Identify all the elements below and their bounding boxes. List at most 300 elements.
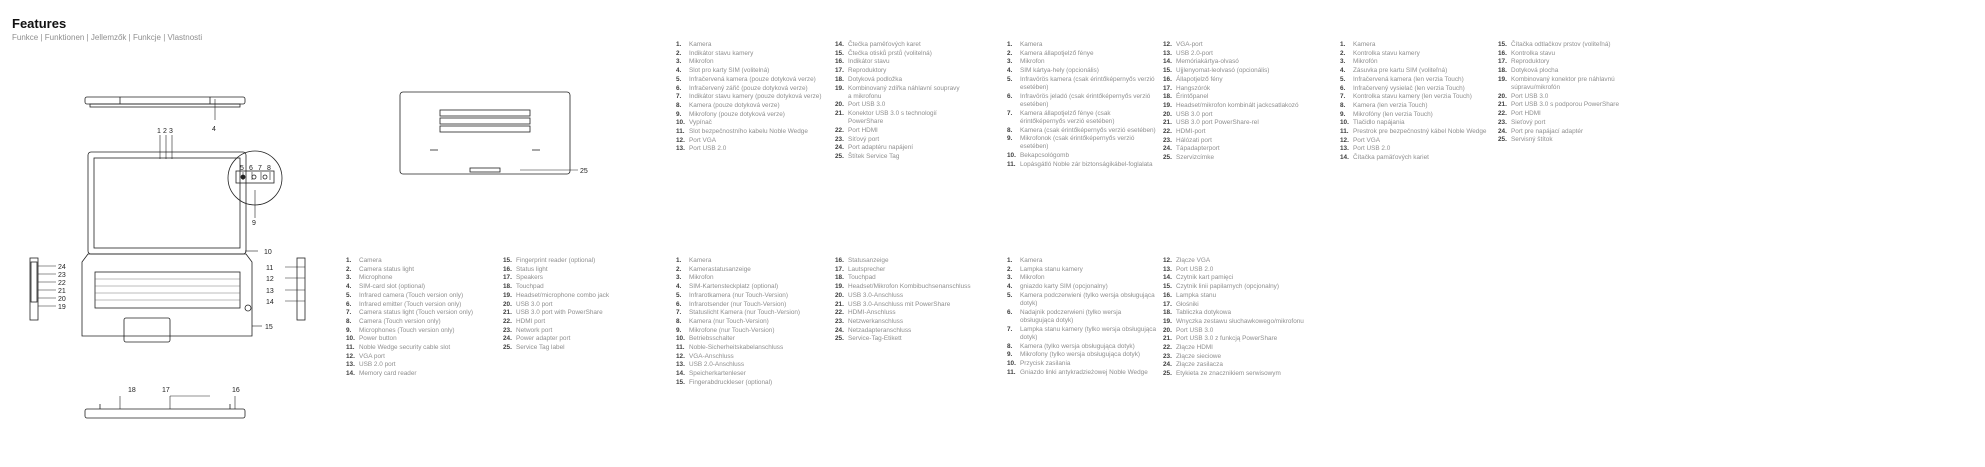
legend-item xyxy=(503,292,651,300)
legend-column-pl-1 xyxy=(1007,257,1157,377)
legend-item-text: Złącze zasilacza xyxy=(1176,361,1223,369)
legend-item xyxy=(676,379,828,387)
legend-column-en-1 xyxy=(346,257,498,379)
legend-item xyxy=(1163,128,1303,136)
legend-item-text: HDMI-Anschluss xyxy=(848,309,896,317)
legend-item xyxy=(1163,50,1303,58)
legend-item-number: 5. xyxy=(1007,75,1013,83)
legend-item-text: Bekapcsológomb xyxy=(1020,152,1070,160)
legend-item-number: 20. xyxy=(1498,92,1507,100)
callout-6: 6 xyxy=(249,165,253,172)
legend-item xyxy=(1007,257,1157,265)
legend-item xyxy=(1163,102,1303,110)
legend-item-text: Prestrok pre bezpečnostný kábel Noble Wedge xyxy=(1353,128,1487,136)
legend-item-number: 7. xyxy=(1340,93,1346,101)
legend-item-number: 11. xyxy=(676,344,685,352)
legend-item xyxy=(1007,58,1157,66)
legend-item-text: Headset/microphone combo jack xyxy=(516,291,610,299)
legend-item-number: 11. xyxy=(1340,128,1349,136)
legend-item xyxy=(676,50,828,58)
legend-item-text: Čítačka pamäťových kariet xyxy=(1353,154,1429,162)
legend-item-text: gniazdo karty SIM (opcjonalny) xyxy=(1020,283,1108,291)
legend-item-text: Nadajnik podczerwieni (tylko wersja obsługująca dotyk) xyxy=(1020,308,1122,324)
laptop-left-side-illustration xyxy=(30,258,38,320)
legend-item-number: 7. xyxy=(1007,109,1013,117)
legend-item-number: 3. xyxy=(1007,274,1013,282)
legend-item-number: 21. xyxy=(1163,119,1172,127)
legend-item-number: 18. xyxy=(835,75,844,83)
legend-item xyxy=(1007,326,1157,342)
legend-item-number: 8. xyxy=(676,101,682,109)
legend-item xyxy=(1163,318,1308,326)
legend-item xyxy=(1007,127,1157,135)
legend-item xyxy=(1163,370,1308,378)
legend-item-text: Zásuvka pre kartu SIM (voliteľná) xyxy=(1353,67,1448,75)
legend-item-number: 17. xyxy=(835,265,844,273)
legend-item xyxy=(835,76,960,84)
legend-item-text: USB 2.0 port xyxy=(359,361,396,369)
legend-item-number: 6. xyxy=(1007,308,1013,316)
legend-item-text: Kamera xyxy=(689,41,712,48)
legend-item-number: 9. xyxy=(676,326,682,334)
legend-item-text: Microphones (Touch version only) xyxy=(359,326,455,334)
legend-item-number: 5. xyxy=(1340,75,1346,83)
legend-item xyxy=(1007,283,1157,291)
legend-item xyxy=(835,85,960,101)
legend-item-number: 14. xyxy=(1163,274,1172,282)
legend-item xyxy=(1163,41,1303,49)
legend-item xyxy=(1163,283,1308,291)
legend-item-text: Mikrofony (pouze dotyková verze) xyxy=(689,110,785,118)
legend-item-text: Kamera (len verzia Touch) xyxy=(1353,101,1428,109)
legend-item-number: 5. xyxy=(676,291,682,299)
legend-item-number: 17. xyxy=(1498,58,1507,66)
legend-item-number: 23. xyxy=(1163,352,1172,360)
legend-item xyxy=(1163,67,1303,75)
legend-item-number: 22. xyxy=(503,317,512,325)
legend-item xyxy=(346,361,498,369)
legend-item-number: 5. xyxy=(346,291,352,299)
legend-item-text: Złącze VGA xyxy=(1176,257,1211,264)
legend-item xyxy=(676,76,828,84)
callout-3: 3 xyxy=(169,128,173,135)
legend-item-number: 24. xyxy=(1163,361,1172,369)
legend-item-number: 3. xyxy=(1007,58,1013,66)
legend-item xyxy=(1340,145,1488,153)
legend-item xyxy=(676,93,828,101)
legend-item-text: Service Tag label xyxy=(516,344,565,352)
legend-item-number: 10. xyxy=(1340,119,1349,127)
legend-item-text: Mikrofon xyxy=(689,58,714,66)
legend-item xyxy=(835,292,985,300)
legend-item-text: Camera (Touch version only) xyxy=(359,317,441,325)
legend-item-text: Port USB 3.0 xyxy=(1511,92,1549,100)
callout-8: 8 xyxy=(267,165,271,172)
legend-item-number: 1. xyxy=(676,41,682,48)
callout-19: 19 xyxy=(58,304,66,311)
legend-item xyxy=(1340,67,1488,75)
legend-item xyxy=(1498,110,1648,118)
legend-item-text: Dotyková plocha xyxy=(1511,67,1559,75)
legend-item-number: 5. xyxy=(676,75,682,83)
laptop-front-edge-illustration xyxy=(85,404,245,418)
legend-item-number: 18. xyxy=(1163,93,1172,101)
callout-12: 12 xyxy=(266,276,274,283)
legend-item-number: 11. xyxy=(1007,160,1016,168)
legend-item-number: 2. xyxy=(1340,49,1346,57)
legend-item xyxy=(1340,50,1488,58)
legend-item xyxy=(346,327,498,335)
legend-item xyxy=(676,318,828,326)
legend-item-number: 25. xyxy=(1498,136,1507,144)
legend-item-text: Port USB 3.0 xyxy=(848,101,886,109)
legend-item-number: 21. xyxy=(503,309,512,317)
laptop-back-view-illustration xyxy=(85,97,245,107)
legend-item-number: 2. xyxy=(676,265,682,273)
keyboard-grid xyxy=(95,279,240,300)
legend-item-text: Dotyková podložka xyxy=(848,75,902,83)
legend-item-number: 12. xyxy=(676,352,685,360)
legend-item xyxy=(346,353,498,361)
legend-item xyxy=(835,309,985,317)
legend-column-hu-2 xyxy=(1163,41,1303,163)
legend-item-number: 17. xyxy=(835,67,844,75)
legend-item xyxy=(1340,111,1488,119)
legend-item-text: Mikrofone (nur Touch-Version) xyxy=(689,326,775,334)
legend-item-number: 18. xyxy=(1498,67,1507,75)
legend-item-text: Infrarotkamera (nur Touch-Version) xyxy=(689,291,788,299)
legend-item-number: 4. xyxy=(676,283,682,291)
callout-9: 9 xyxy=(252,220,256,227)
legend-item-number: 12. xyxy=(346,352,355,360)
legend-item-text: Headset/Mikrofon Kombibuchsenanschluss xyxy=(848,283,971,291)
legend-item-number: 16. xyxy=(835,58,844,66)
legend-item-number: 8. xyxy=(346,317,352,325)
legend-item xyxy=(1007,309,1157,325)
callout-2: 2 xyxy=(163,128,167,135)
legend-item-number: 7. xyxy=(676,309,682,317)
legend-item-number: 21. xyxy=(1163,335,1172,343)
legend-item xyxy=(1340,154,1488,162)
legend-item xyxy=(676,335,828,343)
legend-item-text: Infrarotsender (nur Touch-Version) xyxy=(689,300,787,308)
legend-item-text: Noble-Sicherheitskabelanschluss xyxy=(689,344,784,352)
legend-item xyxy=(1007,41,1157,49)
legend-item xyxy=(503,335,651,343)
legend-item-text: Power button xyxy=(359,335,397,343)
legend-item xyxy=(1163,327,1308,335)
legend-item-text: Kamera xyxy=(1020,41,1043,48)
legend-item-number: 22. xyxy=(835,309,844,317)
legend-item-text: Infračervený zářič (pouze dotyková verze) xyxy=(689,84,808,92)
legend-item-text: Lautsprecher xyxy=(848,265,886,273)
legend-item-number: 20. xyxy=(503,300,512,308)
legend-item xyxy=(1163,292,1308,300)
legend-item-text: Port HDMI xyxy=(1511,110,1541,118)
legend-item-text: Port VGA xyxy=(689,136,716,144)
legend-item-text: Kontrolka stavu kamery xyxy=(1353,49,1420,57)
legend-item xyxy=(1163,266,1308,274)
legend-item xyxy=(676,257,828,265)
legend-item-text: Port VGA xyxy=(1353,136,1380,144)
legend-item-text: Konektor USB 3.0 s technologií PowerShare xyxy=(848,110,937,126)
legend-item xyxy=(1007,351,1157,359)
legend-item-number: 3. xyxy=(1340,58,1346,66)
legend-item-number: 10. xyxy=(1007,152,1016,160)
legend-item xyxy=(346,335,498,343)
legend-item-number: 1. xyxy=(346,257,352,264)
legend-item xyxy=(1498,41,1648,49)
legend-item xyxy=(1007,369,1157,377)
legend-item-text: SIM-Kartensteckplatz (optional) xyxy=(689,283,779,291)
legend-item xyxy=(1163,353,1308,361)
legend-item xyxy=(676,58,828,66)
legend-item xyxy=(1163,111,1303,119)
legend-item-number: 3. xyxy=(676,274,682,282)
legend-item-text: Noble Wedge security cable slot xyxy=(359,344,451,352)
legend-item xyxy=(835,257,985,265)
legend-item-text: Port pre napájací adaptér xyxy=(1511,127,1584,135)
legend-item-number: 20. xyxy=(1163,326,1172,334)
legend-item-number: 21. xyxy=(1498,101,1507,109)
laptop-front-view-illustration xyxy=(82,152,252,342)
legend-item-text: USB 2.0-Anschluss xyxy=(689,361,745,369)
legend-item-number: 6. xyxy=(676,84,682,92)
legend-item xyxy=(676,266,828,274)
legend-item xyxy=(1163,154,1303,162)
legend-item xyxy=(835,274,985,282)
legend-item-text: Camera xyxy=(359,257,382,264)
legend-item-text: USB 3.0 port xyxy=(1176,110,1213,118)
legend-column-de-1 xyxy=(676,257,828,388)
legend-item-text: Gniazdo linki antykradzieżowej Noble Wedge xyxy=(1020,368,1148,376)
legend-item-number: 2. xyxy=(1007,265,1013,273)
legend-item-text: Čtečka paměťových karet xyxy=(848,41,921,48)
legend-item-text: Microphone xyxy=(359,274,393,282)
callout-7: 7 xyxy=(258,165,262,172)
legend-item-number: 8. xyxy=(1007,126,1013,134)
legend-item-number: 12. xyxy=(1340,136,1349,144)
legend-item-text: Wnyczka zestawu słuchawkowego/mikrofonu xyxy=(1176,317,1304,325)
legend-item-number: 2. xyxy=(676,49,682,57)
legend-item-text: Lampka stanu xyxy=(1176,291,1217,299)
legend-item-number: 23. xyxy=(1163,136,1172,144)
legend-item xyxy=(1007,274,1157,282)
legend-item-number: 12. xyxy=(1163,41,1172,48)
legend-item-text: Indikátor stavu kamery (pouze dotyková verze) xyxy=(689,93,822,101)
legend-item xyxy=(676,370,828,378)
legend-item-text: Kamera xyxy=(1020,257,1043,264)
legend-item-number: 19. xyxy=(835,84,844,92)
legend-item-number: 18. xyxy=(1163,309,1172,317)
legend-item-number: 4. xyxy=(676,67,682,75)
legend-item xyxy=(835,101,960,109)
legend-item-text: Port adaptéru napájení xyxy=(848,144,914,152)
legend-item xyxy=(835,283,985,291)
callout-23: 23 xyxy=(58,272,66,279)
legend-item-text: Mikrofony (tylko wersja obsługująca dotyk) xyxy=(1020,351,1141,359)
legend-item-number: 9. xyxy=(346,326,352,334)
legend-item-number: 8. xyxy=(1007,342,1013,350)
legend-item xyxy=(835,335,985,343)
legend-item xyxy=(835,136,960,144)
legend-item-number: 20. xyxy=(1163,110,1172,118)
callout-1: 1 xyxy=(157,128,161,135)
legend-item-text: Kontrolka stavu kamery (len verzia Touch) xyxy=(1353,93,1472,101)
legend-item-text: Mikrofóny (len verzia Touch) xyxy=(1353,110,1433,118)
legend-item xyxy=(1007,135,1157,151)
legend-item-text: USB 3.0-Anschluss xyxy=(848,291,904,299)
legend-item-text: Speicherkartenleser xyxy=(689,370,746,378)
callout-13: 13 xyxy=(266,288,274,295)
legend-item-text: Čítačka odtlačkov prstov (voliteľná) xyxy=(1511,41,1611,48)
legend-item xyxy=(346,292,498,300)
legend-item-number: 19. xyxy=(1163,317,1172,325)
callout-17: 17 xyxy=(162,387,170,394)
legend-item-number: 21. xyxy=(835,300,844,308)
legend-item-number: 1. xyxy=(1007,41,1013,48)
legend-item-text: Slot pro karty SIM (volitelná) xyxy=(689,67,770,75)
legend-item-number: 16. xyxy=(835,257,844,264)
legend-item-number: 17. xyxy=(1163,84,1172,92)
legend-item xyxy=(1163,58,1303,66)
legend-item-text: Network port xyxy=(516,326,553,334)
legend-item-text: Mikrofon xyxy=(689,274,714,282)
legend-item xyxy=(1340,76,1488,84)
legend-item-number: 10. xyxy=(1007,359,1016,367)
legend-item xyxy=(1007,110,1157,126)
legend-item xyxy=(835,144,960,152)
legend-item xyxy=(1498,93,1648,101)
legend-item-number: 8. xyxy=(676,317,682,325)
legend-item-number: 19. xyxy=(1498,75,1507,83)
legend-item-text: Czytnik kart pamięci xyxy=(1176,274,1234,282)
legend-item-number: 19. xyxy=(1163,101,1172,109)
legend-item-text: Infravörös kamera (csak érintőképernyős verzió esetében) xyxy=(1020,75,1155,92)
legend-item-text: Hálózati port xyxy=(1176,136,1212,144)
legend-item-text: USB 3.0 port with PowerShare xyxy=(516,309,603,317)
legend-item-text: Slot bezpečnostního kabelu Noble Wedge xyxy=(689,128,808,136)
legend-item xyxy=(1340,93,1488,101)
legend-column-pl-2 xyxy=(1163,257,1308,379)
legend-item-text: Fingerprint reader (optional) xyxy=(516,257,596,264)
callout-16: 16 xyxy=(232,387,240,394)
callout-20: 20 xyxy=(58,296,66,303)
legend-item-number: 16. xyxy=(1498,49,1507,57)
legend-item-number: 14. xyxy=(676,370,685,378)
legend-item-number: 14. xyxy=(1340,154,1349,162)
callout-25: 25 xyxy=(580,168,588,175)
legend-item-text: Touchpad xyxy=(516,283,544,291)
legend-item-text: Servisný štítok xyxy=(1511,136,1553,144)
callout-11: 11 xyxy=(266,265,274,272)
legend-item xyxy=(1163,85,1303,93)
legend-item-text: Kamera (pouze dotyková verze) xyxy=(689,101,780,109)
legend-item xyxy=(346,274,498,282)
legend-item-number: 25. xyxy=(1163,154,1172,162)
legend-item xyxy=(1163,361,1308,369)
legend-item xyxy=(346,370,498,378)
legend-column-en-2 xyxy=(503,257,651,353)
legend-item xyxy=(503,274,651,282)
legend-item-number: 16. xyxy=(1163,75,1172,83)
legend-item-text: Kamera xyxy=(689,257,712,264)
legend-item-text: Infrared emitter (Touch version only) xyxy=(359,300,462,308)
legend-item-number: 22. xyxy=(1498,110,1507,118)
legend-item-number: 18. xyxy=(835,274,844,282)
legend-item-text: Port USB 3.0 xyxy=(1176,326,1214,334)
legend-item-number: 6. xyxy=(1007,92,1013,100)
legend-item-text: Ujjlenyomat-leolvasó (opcionális) xyxy=(1176,67,1270,75)
legend-item xyxy=(676,41,828,49)
legend-item-number: 24. xyxy=(503,335,512,343)
legend-item xyxy=(503,301,651,309)
legend-item xyxy=(835,50,960,58)
legend-item xyxy=(1007,93,1157,109)
legend-item xyxy=(676,274,828,282)
legend-item-text: Lampka stanu kamery (tylko wersja obsługująca dotyk) xyxy=(1020,325,1157,341)
legend-item xyxy=(1007,266,1157,274)
legend-item-number: 11. xyxy=(676,128,685,136)
legend-item-number: 11. xyxy=(346,344,355,352)
legend-item-text: Kamera (csak érintőképernyős verzió esetében) xyxy=(1020,126,1156,134)
legend-item-text: Vypínač xyxy=(689,119,712,127)
legend-item-text: Reproduktory xyxy=(1511,58,1550,66)
legend-item-text: Síťový port xyxy=(848,135,880,143)
legend-item-text: Speakers xyxy=(516,274,543,282)
legend-item-text: Infračervená kamera (len verzia Touch) xyxy=(1353,75,1464,83)
legend-item xyxy=(503,318,651,326)
page-title: Features xyxy=(12,16,67,31)
legend-item-text: Memory card reader xyxy=(359,370,417,378)
legend-item-number: 17. xyxy=(503,274,512,282)
legend-item-number: 10. xyxy=(346,335,355,343)
legend-item-text: Čtečka otisků prstů (volitelná) xyxy=(848,49,932,57)
legend-item xyxy=(1163,145,1303,153)
legend-item xyxy=(835,301,985,309)
legend-item-text: Kamerastatusanzeige xyxy=(689,265,751,273)
legend-item xyxy=(1163,76,1303,84)
legend-item xyxy=(676,344,828,352)
legend-column-sk-1 xyxy=(1340,41,1488,163)
legend-item-number: 6. xyxy=(346,300,352,308)
legend-item-number: 3. xyxy=(676,58,682,66)
legend-item-number: 17. xyxy=(1163,300,1172,308)
legend-item xyxy=(676,301,828,309)
legend-item xyxy=(1007,161,1157,169)
legend-item xyxy=(676,128,828,136)
legend-item-text: Hangszórók xyxy=(1176,84,1211,92)
legend-item-text: Port USB 3.0 s podporou PowerShare xyxy=(1511,101,1619,109)
legend-item-text: Headset/mikrofon kombinált jackcsatlakozó xyxy=(1176,101,1299,109)
legend-item xyxy=(835,110,960,126)
legend-item-number: 1. xyxy=(676,257,682,264)
legend-item-number: 12. xyxy=(676,136,685,144)
callout-4: 4 xyxy=(212,126,216,133)
legend-item-text: Port HDMI xyxy=(848,127,878,135)
legend-item-text: Kamera állapotjelző fénye (csak érintőképernyős verzió esetében) xyxy=(1020,109,1115,125)
legend-item-number: 4. xyxy=(346,283,352,291)
legend-item-text: Mikrofon xyxy=(1020,58,1045,66)
legend-item xyxy=(1163,274,1308,282)
legend-item xyxy=(1007,343,1157,351)
legend-item xyxy=(1163,137,1303,145)
legend-item-number: 4. xyxy=(1007,67,1013,75)
legend-item-text: USB 3.0 port PowerShare-rel xyxy=(1176,119,1259,127)
legend-item xyxy=(1007,76,1157,92)
legend-item xyxy=(676,283,828,291)
legend-item xyxy=(346,301,498,309)
